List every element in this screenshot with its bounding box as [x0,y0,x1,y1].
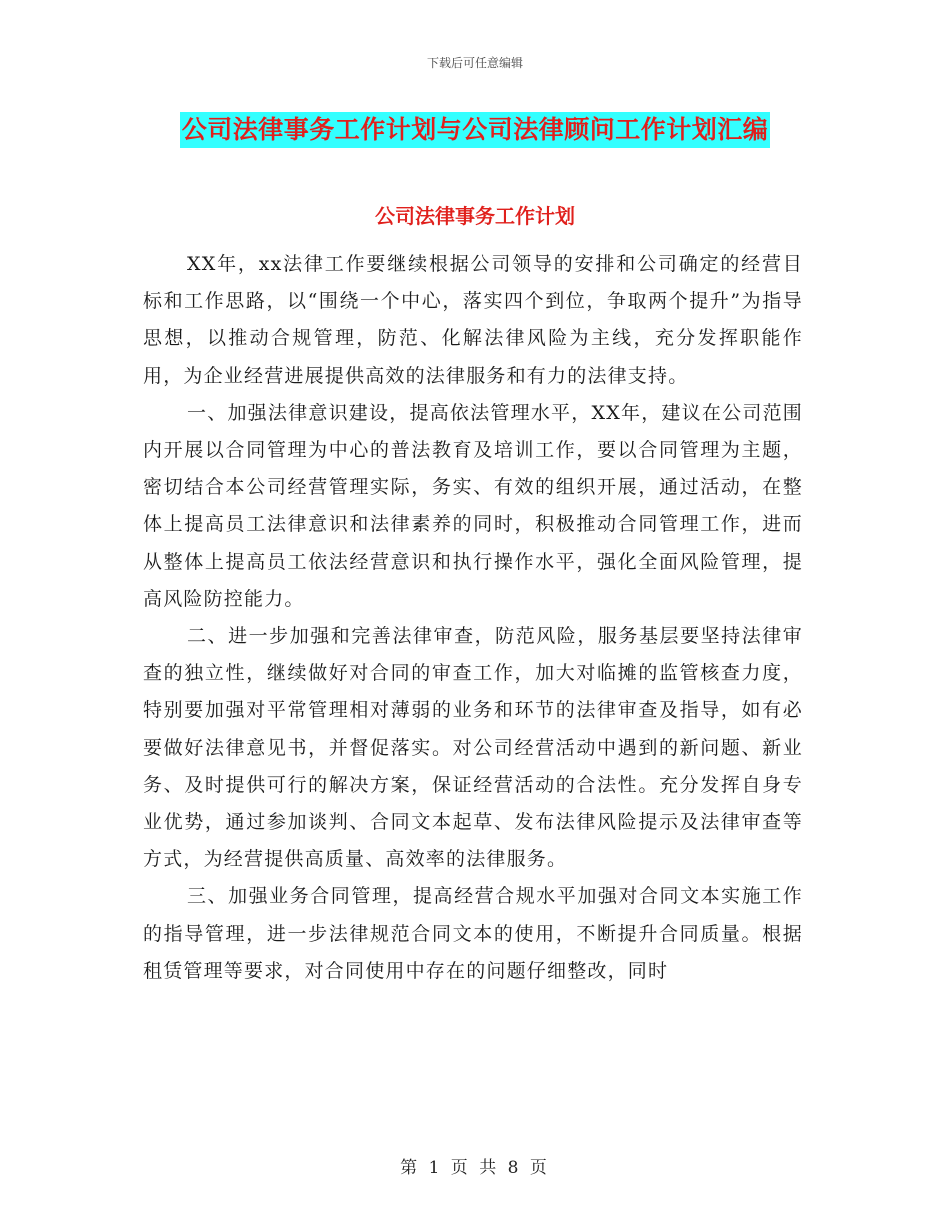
paragraph-item-3: 三、加强业务合同管理，提高经营合规水平加强对合同文本实施工作的指导管理，进一步法律规范合同文本的使用，不断提升合同质量。根据租赁管理等要求，对合同使用中存在的问题仔细整改，同时 [143,885,803,982]
paragraph-item-1: 一、加强法律意识建设，提高依法管理水平，XX年，建议在公司范围内开展以合同管理为中心的普法教育及培训工作，要以合同管理为主题，密切结合本公司经营管理实际，务实、有效的组织开展，通过活动，在整体上提高员工法律意识和法律素养的同时，积极推动合同管理工作，进而从整体上提高员工依法经营意识和执行操作水平，强化全面风险管理，提高风险防控能力。 [143,401,803,610]
document-title-wrapper [0,112,950,148]
header-note: 下载后可任意编辑 [426,56,523,70]
document-title: 公司法律事务工作计划与公司法律顾问工作计划汇编 [180,112,771,148]
paragraph-item-2: 二、进一步加强和完善法律审查，防范风险，服务基层要坚持法律审查的独立性，继续做好对合同的审查工作，加大对临摊的监管核查力度，特别要加强对平常管理相对薄弱的业务和环节的法律审查及指导，如有必要做好法律意见书，并督促落实。对公司经营活动中遇到的新问题、新业务、及时提供可行的解决方案，保证经营活动的合法性。充分发挥自身专业优势，通过参加谈判、合同文本起草、发布法律风险提示及法律审查等方式，为经营提供高质量、高效率的法律服务。 [143,625,803,871]
page-number-footer: 第 1 页 共 8 页 [400,1158,550,1178]
section-title: 公司法律事务工作计划 [375,204,575,228]
document-body [143,246,803,990]
paragraph-intro: XX年，xx法律工作要继续根据公司领导的安排和公司确定的经营目标和工作思路，以“围绕一个中心，落实四个到位，争取两个提升”为指导思想，以推动合规管理，防范、化解法律风险为主线，充分发挥职能作用，为企业经营进展提供高效的法律服务和有力的法律支持。 [143,253,803,387]
